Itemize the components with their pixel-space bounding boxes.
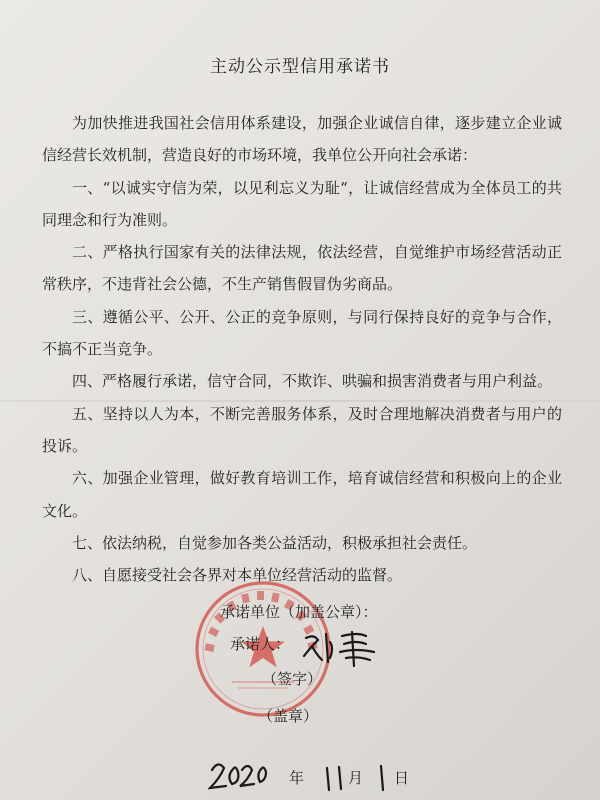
clause-6: 六、加强企业管理，做好教育培训工作，培育诚信经营和积极向上的企业文化。 [42, 469, 562, 520]
clause-5: 五、坚持以人为本，不断完善服务体系，及时合理地解决消费者与用户的投诉。 [42, 404, 562, 455]
handwritten-month [320, 764, 350, 792]
day-label: 日 [394, 769, 410, 787]
month-label: 月 [348, 769, 364, 787]
year-label: 年 [289, 769, 305, 787]
clause-7: 七、依法纳税，自觉参加各类公益活动，积极承担社会责任。 [72, 533, 478, 552]
handwritten-day [372, 762, 392, 792]
clause-4: 四、严格履行承诺，信守合同，不欺诈、哄骗和损害消费者与用户利益。 [72, 372, 553, 391]
commitment-unit-label: 承诺单位（加盖公章）： [220, 603, 378, 621]
handwritten-signature [300, 628, 384, 668]
signature-text: 刘军 [300, 628, 302, 629]
clause-3: 三、遵循公平、公开、公正的竞争原则，与同行保持良好的竞争与合作，不搞不正当竞争。 [42, 307, 562, 359]
commitment-person-label: 承诺人： [230, 635, 291, 653]
clause-8: 八、自愿接受社会各界对本单位经营活动的监督。 [72, 566, 403, 585]
document-body [42, 107, 562, 591]
handwritten-year [208, 758, 268, 792]
clause-1: 一、“以诚实守信为荣，以见利忘义为耻“，让诚信经营成为全体员工的共同理念和行为准则。 [42, 178, 562, 229]
clause-2: 二、严格执行国家有关的法律法规，依法经营，自觉维护市场经营活动正常秩序，不违背社会公德，不生产销售假冒伪劣商品。 [42, 243, 562, 294]
stamp-label: （盖章） [258, 707, 319, 725]
sign-label: （签字） [262, 670, 323, 688]
document-title: 主动公示型信用承诺书 [210, 57, 390, 77]
intro-paragraph: 为加快推进我国社会信用体系建设，加强企业诚信自律，逐步建立企业诚信经营长效机制，营造良好的市场环境，我单位公开向社会承诺： [42, 114, 562, 165]
